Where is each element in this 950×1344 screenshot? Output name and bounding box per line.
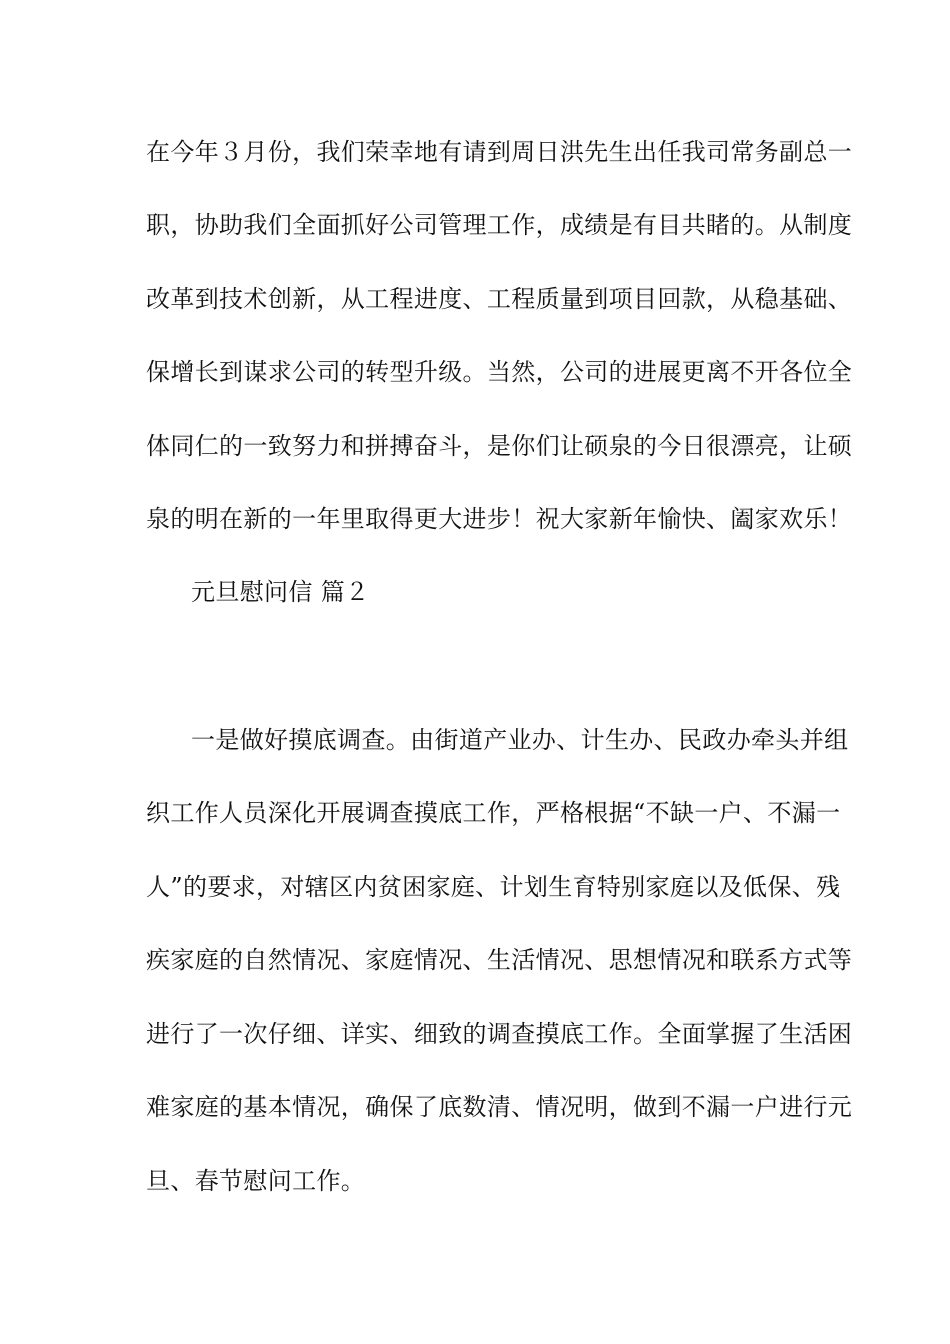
- paragraph-1-line-4: 保增长到谋求公司的转型升级。当然，公司的进展更离不开各位全: [146, 358, 853, 386]
- paragraph-2-line-7: 旦、春节慰问工作。: [146, 1167, 366, 1195]
- paragraph-2-line-2: 织工作人员深化开展调查摸底工作，严格根据“不缺一户、不漏一: [146, 799, 841, 827]
- paragraph-2-line-1: 一是做好摸底调查。由街道产业办、计生办、民政办牵头并组: [191, 726, 849, 754]
- paragraph-2-line-6: 难家庭的基本情况，确保了底数清、情况明，做到不漏一户进行元: [146, 1093, 853, 1121]
- paragraph-2-line-3: 人”的要求，对辖区内贫困家庭、计划生育特别家庭以及低保、残: [146, 873, 841, 901]
- section-heading: 元旦慰问信 篇２: [191, 578, 370, 606]
- paragraph-1-line-6: 泉的明在新的一年里取得更大进步！祝大家新年愉快、阖家欢乐！: [146, 505, 853, 533]
- paragraph-2-line-5: 进行了一次仔细、详实、细致的调查摸底工作。全面掌握了生活困: [146, 1020, 853, 1048]
- paragraph-1-line-2: 职，协助我们全面抓好公司管理工作，成绩是有目共睹的。从制度: [146, 211, 853, 239]
- paragraph-1-line-3: 改革到技术创新，从工程进度、工程质量到项目回款，从稳基础、: [146, 285, 853, 313]
- paragraph-2-line-4: 疾家庭的自然情况、家庭情况、生活情况、思想情况和联系方式等: [146, 946, 853, 974]
- paragraph-1-line-5: 体同仁的一致努力和拼搏奋斗，是你们让硕泉的今日很漂亮，让硕: [146, 432, 853, 460]
- paragraph-1-line-1: 在今年３月份，我们荣幸地有请到周日洪先生出任我司常务副总一: [146, 138, 853, 166]
